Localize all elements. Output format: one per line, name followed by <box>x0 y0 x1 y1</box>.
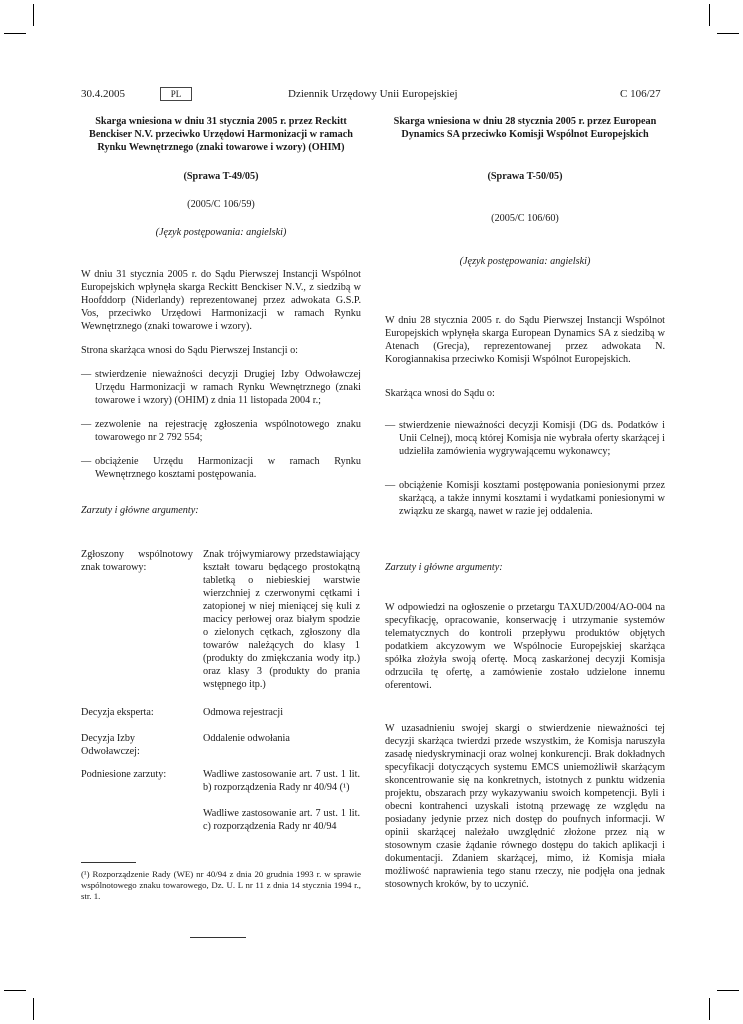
right-column <box>385 115 665 891</box>
crop-mark <box>709 4 710 26</box>
left-language: (Język postępowania: angielski) <box>155 227 287 238</box>
footnote: (¹) Rozporządzenie Rady (WE) nr 40/94 z dnia 20 grudnia 1993 r. w sprawie wspólnotowego znaku towarowego, Dz. U. L nr 11 z dnia 14 stycznia 1994 r., str. 1. <box>81 869 361 901</box>
right-language: (Język postępowania: angielski) <box>459 256 591 267</box>
left-claim-text: obciążenie Urzędu Harmonizacji w ramach Rynku Wewnętrznego kosztami postępowania. <box>95 456 361 480</box>
right-intro: W dniu 28 stycznia 2005 r. do Sądu Pierwszej Instancji Wspólnot Europejskich wpłynęła skarga European Dynamics SA z siedzibą w Atenach (Grecja), reprezentowanej przez adwokata N. Korogiannakisa przeciwko Komisji Wspólnot Europejskich. <box>385 315 665 365</box>
left-claim <box>81 418 361 444</box>
right-reference: (2005/C 106/60) <box>491 213 559 224</box>
left-claims-intro: Strona skarżąca wnosi do Sądu Pierwszej Instancji o: <box>81 345 298 356</box>
row-label: Podniesione zarzuty: <box>81 769 167 780</box>
row-value: Wadliwe zastosowanie art. 7 ust. 1 lit. c) rozporządzenia Rady nr 40/94 <box>203 808 360 832</box>
crop-mark <box>717 33 739 34</box>
journal-title: Dziennik Urzędowy Unii Europejskiej <box>288 88 458 100</box>
dash-marker: — <box>81 419 92 430</box>
left-claim-text: stwierdzenie nieważności decyzji Drugiej Izby Odwoławczej Urzędu Harmonizacji w ramach Rynku Wewnętrznego (znaki towarowe i wzory) (OHIM) z dnia 11 listopada 2004 r.; <box>95 369 361 406</box>
crop-mark <box>33 4 34 26</box>
row-value: Oddalenie odwołania <box>203 733 290 744</box>
left-intro: W dniu 31 stycznia 2005 r. do Sądu Pierwszej Instancji Wspólnot Europejskich wpłynęła skarga Reckitt Benckiser N.V., z siedzibą w Hoofddorp (Niderlandy) reprezentowanej przez adwokata G.S.P. Vos, przeciwko Urzędowi Harmonizacji w ramach Rynku Wewnętrznego (znaki towarowe i wzory). <box>81 269 361 332</box>
right-case-number: (Sprawa T-50/05) <box>487 171 563 182</box>
right-claim-text: obciążenie Komisji kosztami postępowania poniesionymi przez skarżącą, a także innymi kosztami i wydatkami poniesionymi w związku ze skargą, nawet w razie jej oddalenia. <box>399 480 665 517</box>
dash-marker: — <box>385 480 396 491</box>
dash-marker: — <box>385 420 396 431</box>
right-paragraph: W uzasadnieniu swojej skargi o stwierdzenie nieważności tej decyzji skarżąca twierdzi przede wszystkim, że Komisja naruszyła zasadę niedyskryminacji oraz wolnej konkurencji. Brak dokładnych specyfikacji dotyczących systemu EMCS uniemożliwił skarżącym skoncentrowanie się na konkretnych, istotnych z punktu widzenia projektu, obszarach przy wykazywaniu swoich kompetencji. Byli i obecni kontrahenci uzyskali istotną przewagę ze względu na posiadany jedynie przez nich dostęp do poufnych informacji. W opinii skarżącej należało uwzględnić złożone przez nią w stosownym czasie żądanie równego dostępu do takich aplikacji i dokumentacji. Zdaniem skarżącej, mimo, iż Komisja miała możliwość naprawienia tego stanu rzeczy, nie podjęła ona jednak stosownych kroków, by to uczynić. <box>385 723 665 890</box>
header-date: 30.4.2005 <box>81 88 125 100</box>
right-paragraph: W odpowiedzi na ogłoszenie o przetargu TAXUD/2004/AO-004 na specyfikację, opracowanie, konserwację i utrzymanie systemów telematycznych do kontroli przepływu produktów objętych podatkiem akcyzowym we Wspólnocie Europejskiej skarżąca spółka złożyła swoją ofertę. Mocą zaskarżonej decyzji Komisja odrzuciła tę ofertę, a zamówienie zostało udzielone innemu oferentowi. <box>385 602 665 691</box>
left-claim-text: zezwolenie na rejestrację zgłoszenia wspólnotowego znaku towarowego nr 2 792 554; <box>95 419 361 443</box>
crop-mark <box>709 998 710 1020</box>
page-reference: C 106/27 <box>620 88 661 100</box>
row-value: Wadliwe zastosowanie art. 7 ust. 1 lit. b) rozporządzenia Rady nr 40/94 (¹) <box>203 769 360 793</box>
left-case-number: (Sprawa T-49/05) <box>183 171 259 182</box>
row-label: Zgłoszony wspólnotowy znak towarowy: <box>81 549 193 573</box>
right-case-title: Skarga wniesiona w dniu 28 stycznia 2005 r. przez European Dynamics SA przeciwko Komisji Wspólnot Europejskich <box>393 116 657 140</box>
left-reference: (2005/C 106/59) <box>187 199 255 210</box>
left-claim <box>81 455 361 481</box>
left-case-title: Skarga wniesiona w dniu 31 stycznia 2005 r. przez Reckitt Benckiser N.V. przeciwko Urzędowi Harmonizacji w ramach Rynku Wewnętrznego (znaki towarowe i wzory) (OHIM) <box>89 116 353 153</box>
right-claim <box>385 479 665 518</box>
left-pleas-heading: Zarzuty i główne argumenty: <box>81 505 199 516</box>
row-label: Decyzja eksperta: <box>81 707 154 718</box>
right-claim <box>385 419 665 458</box>
left-column <box>81 115 361 517</box>
left-claim <box>81 368 361 407</box>
row-value: Odmowa rejestracji <box>203 707 284 718</box>
crop-mark <box>717 990 739 991</box>
right-claim-text: stwierdzenie nieważności decyzji Komisji (DG ds. Podatków i Unii Celnej), mocą której Komisja nie wybrała oferty skarżącej i udzieliła zamówienia wygrywającemu wykonawcy; <box>399 420 665 457</box>
page-end-rule <box>190 937 246 938</box>
crop-mark <box>4 990 26 991</box>
right-pleas-heading: Zarzuty i główne argumenty: <box>385 562 503 573</box>
dash-marker: — <box>81 369 92 380</box>
crop-mark <box>33 998 34 1020</box>
footnote-rule <box>81 862 136 863</box>
right-claims-intro: Skarżąca wnosi do Sądu o: <box>385 388 495 399</box>
language-badge: PL <box>160 87 192 101</box>
dash-marker: — <box>81 456 92 467</box>
row-label: Decyzja Izby Odwoławczej: <box>81 733 140 757</box>
crop-mark <box>4 33 26 34</box>
row-value: Znak trójwymiarowy przedstawiający kształt towaru będącego prostokątną tabletką o niebieskiej warstwie wierzchniej z czerwonymi cętkami i zatopionej w niej mieniącej się kuli z macicy perłowej oraz białym spodzie o zielonych cętkach, zgłoszony dla towarów należących do klasy 1 (produkty do zmiękczania wody itp.) oraz klasy 3 (produkty do prania wstępnego itp.) <box>203 549 360 690</box>
